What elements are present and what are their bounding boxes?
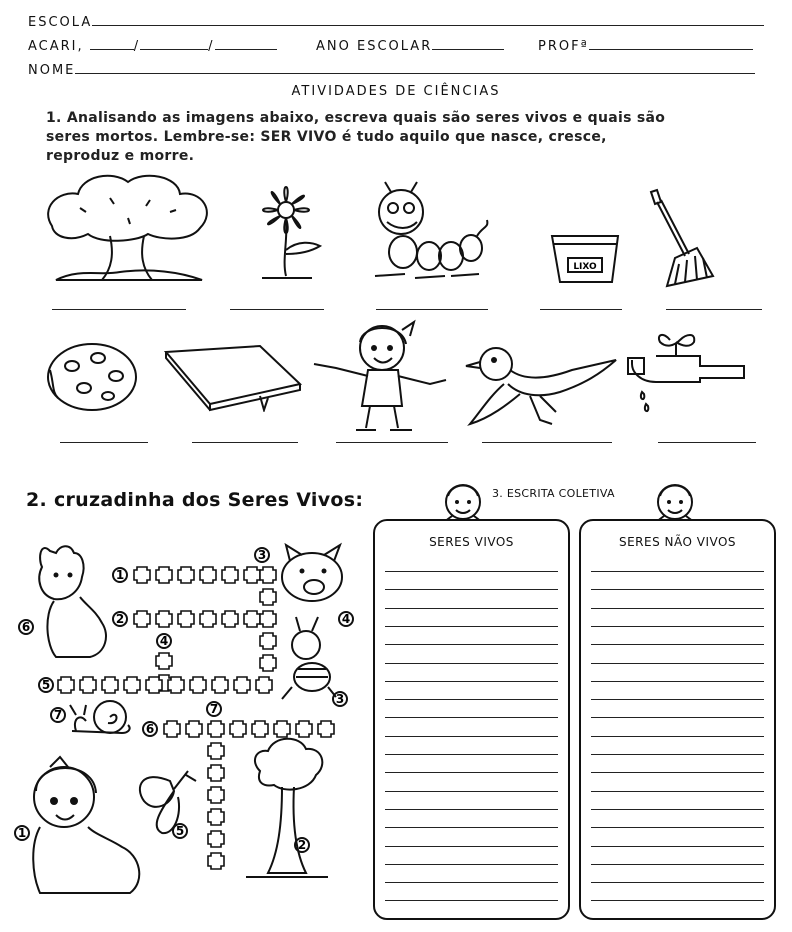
pig-drawing bbox=[282, 545, 342, 601]
writing-line[interactable] bbox=[591, 809, 764, 810]
crossword-grid[interactable] bbox=[58, 567, 334, 869]
school-blank[interactable] bbox=[92, 14, 764, 26]
writing-line[interactable] bbox=[385, 882, 558, 883]
writing-line[interactable] bbox=[591, 864, 764, 865]
writing-line[interactable] bbox=[591, 900, 764, 901]
writing-line[interactable] bbox=[385, 864, 558, 865]
date-field[interactable] bbox=[28, 38, 277, 54]
answer-line-girl[interactable] bbox=[336, 442, 448, 443]
grade-label: ANO ESCOLAR bbox=[316, 39, 433, 54]
writing-line[interactable] bbox=[385, 772, 558, 773]
day-blank[interactable] bbox=[90, 38, 134, 50]
writing-line[interactable] bbox=[385, 827, 558, 828]
writing-line[interactable] bbox=[591, 772, 764, 773]
writing-line[interactable] bbox=[385, 809, 558, 810]
answer-line-ball[interactable] bbox=[60, 442, 148, 443]
tree-image bbox=[40, 168, 215, 293]
bee-drawing bbox=[282, 617, 336, 699]
broom-image bbox=[645, 188, 720, 288]
pic-5-number: 5 bbox=[175, 824, 185, 838]
caterpillar-image bbox=[355, 180, 500, 290]
writing-line[interactable] bbox=[385, 681, 558, 682]
name-field[interactable] bbox=[28, 62, 755, 78]
grade-field[interactable] bbox=[316, 38, 504, 54]
grade-blank[interactable] bbox=[432, 38, 504, 50]
pic-3-number: 3 bbox=[335, 692, 345, 706]
dog-drawing bbox=[39, 546, 106, 657]
tree-drawing bbox=[246, 739, 328, 877]
writing-line[interactable] bbox=[385, 791, 558, 792]
date-slash: / bbox=[208, 39, 215, 54]
faucet-image bbox=[620, 330, 750, 415]
name-label: NOME bbox=[28, 63, 76, 78]
writing-line[interactable] bbox=[591, 699, 764, 700]
writing-line[interactable] bbox=[591, 827, 764, 828]
year-blank[interactable] bbox=[215, 38, 277, 50]
month-blank[interactable] bbox=[140, 38, 208, 50]
answer-line-trash[interactable] bbox=[540, 309, 622, 310]
q1-line: reproduz e morre. bbox=[46, 148, 195, 164]
writing-line[interactable] bbox=[591, 754, 764, 755]
writing-line[interactable] bbox=[591, 644, 764, 645]
living-beings-box bbox=[373, 519, 570, 920]
clue-6-number: 6 bbox=[145, 722, 155, 736]
clue-7-number: 7 bbox=[209, 702, 219, 716]
trash-label: LIXO bbox=[573, 262, 597, 272]
teacher-field[interactable] bbox=[538, 38, 753, 54]
clue-numbers bbox=[15, 548, 353, 852]
clue-2-number: 2 bbox=[115, 612, 125, 626]
clue-4-number: 4 bbox=[159, 634, 169, 648]
answer-line-bird[interactable] bbox=[482, 442, 612, 443]
writing-line[interactable] bbox=[385, 626, 558, 627]
writing-line[interactable] bbox=[591, 681, 764, 682]
bird-image bbox=[460, 340, 620, 430]
living-beings-title: SERES VIVOS bbox=[429, 535, 514, 549]
writing-line[interactable] bbox=[591, 626, 764, 627]
writing-line[interactable] bbox=[591, 736, 764, 737]
writing-line[interactable] bbox=[591, 846, 764, 847]
q1-line: 1. Analisando as imagens abaixo, escreva quais são seres vivos e quais são bbox=[46, 110, 666, 126]
answer-line-broom[interactable] bbox=[666, 309, 762, 310]
school-field[interactable] bbox=[28, 14, 764, 30]
answer-line-book[interactable] bbox=[192, 442, 298, 443]
q2-title: 2. cruzadinha dos Seres Vivos: bbox=[26, 489, 364, 511]
pic-2-number: 2 bbox=[297, 838, 307, 852]
trash-can-image bbox=[548, 228, 623, 290]
book-image bbox=[160, 344, 305, 412]
name-blank[interactable] bbox=[75, 62, 755, 74]
writing-line[interactable] bbox=[385, 754, 558, 755]
writing-line[interactable] bbox=[385, 699, 558, 700]
answer-line-faucet[interactable] bbox=[658, 442, 756, 443]
answer-line-flower[interactable] bbox=[230, 309, 324, 310]
pic-4-number: 4 bbox=[341, 612, 351, 626]
writing-line[interactable] bbox=[385, 589, 558, 590]
q1-text bbox=[46, 109, 665, 166]
school-label: ESCOLA bbox=[28, 15, 93, 30]
writing-line[interactable] bbox=[385, 846, 558, 847]
pic-7-number: 7 bbox=[53, 708, 63, 722]
page-title: ATIVIDADES DE CIÊNCIAS bbox=[291, 84, 501, 99]
date-slash: / bbox=[133, 39, 141, 54]
clue-3-number: 3 bbox=[257, 548, 267, 562]
writing-line[interactable] bbox=[385, 717, 558, 718]
clue-5-number: 5 bbox=[41, 678, 51, 692]
girl-drawing bbox=[33, 757, 139, 893]
writing-line[interactable] bbox=[591, 608, 764, 609]
non-living-beings-box bbox=[579, 519, 776, 920]
answer-line-tree[interactable] bbox=[52, 309, 186, 310]
ball-image bbox=[42, 340, 142, 415]
writing-line[interactable] bbox=[385, 644, 558, 645]
writing-line[interactable] bbox=[591, 571, 764, 572]
answer-line-caterpillar[interactable] bbox=[376, 309, 488, 310]
teacher-blank[interactable] bbox=[589, 38, 753, 50]
writing-line[interactable] bbox=[591, 589, 764, 590]
non-living-beings-title: SERES NÃO VIVOS bbox=[618, 535, 737, 549]
snail-drawing bbox=[70, 701, 130, 733]
butterfly-drawing bbox=[140, 771, 196, 833]
writing-line[interactable] bbox=[591, 882, 764, 883]
writing-line[interactable] bbox=[591, 663, 764, 664]
writing-line[interactable] bbox=[385, 608, 558, 609]
crossword-area bbox=[10, 535, 370, 915]
flower-image bbox=[242, 180, 332, 285]
writing-line[interactable] bbox=[591, 717, 764, 718]
city-label: ACARI, bbox=[28, 39, 84, 54]
q3-title: 3. ESCRITA COLETIVA bbox=[492, 487, 615, 500]
pic-1-number: 1 bbox=[17, 826, 27, 840]
clue-1-number: 1 bbox=[115, 568, 125, 582]
pic-6-number: 6 bbox=[21, 620, 31, 634]
writing-line[interactable] bbox=[385, 663, 558, 664]
writing-line[interactable] bbox=[385, 736, 558, 737]
writing-line[interactable] bbox=[385, 571, 558, 572]
writing-line[interactable] bbox=[591, 791, 764, 792]
teacher-label: PROFª bbox=[538, 39, 589, 54]
writing-line[interactable] bbox=[385, 900, 558, 901]
girl-image bbox=[306, 318, 456, 438]
q1-line: seres mortos. Lembre-se: SER VIVO é tudo aquilo que nasce, cresce, bbox=[46, 129, 607, 145]
